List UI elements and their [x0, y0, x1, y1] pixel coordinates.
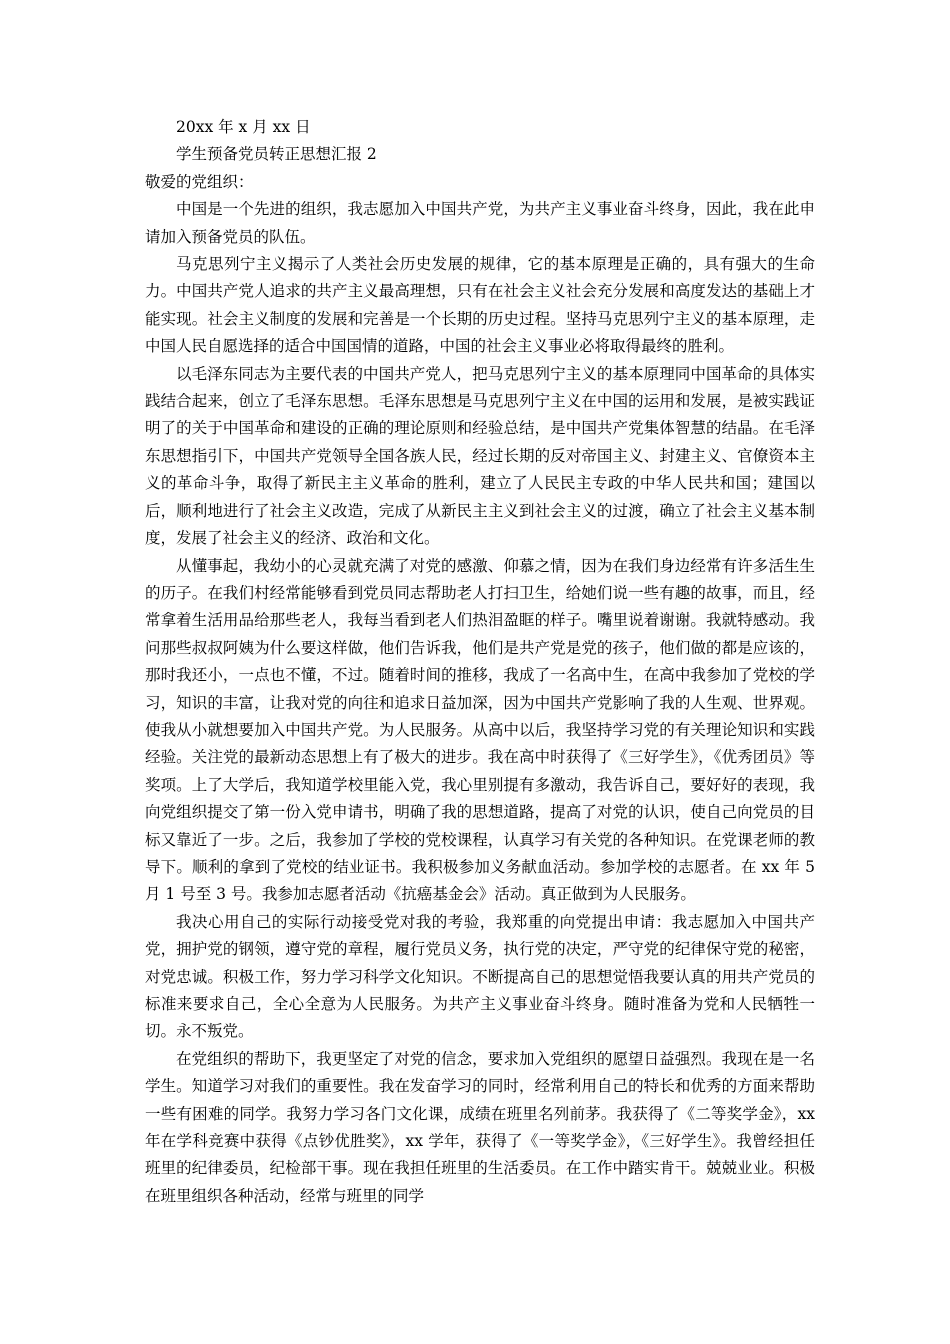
salutation: 敬爱的党组织：: [145, 172, 254, 191]
date-line: 20xx 年 x 月 xx 日: [176, 118, 311, 136]
paragraph-5: 我决心用自己的实际行动接受党对我的考验，我郑重的向党提出申请：我志愿加入中国共产党，拥护党的钢领，遵守党的章程，履行党员义务，执行党的决定，严守党的纪律保守党的秘密，对党忠诚。积极工作，努力学习科学文化知识。不断提高自己的思想觉悟我要认真的用共产党员的标准来要求自己，全心全意为人民服务。为共产主义事业奋斗终身。随时准备为党和人民牺牲一切。永不叛党。: [145, 912, 815, 1041]
paragraph-1: 中国是一个先进的组织，我志愿加入中国共产党，为共产主义事业奋斗终身，因此，我在此申请加入预备党员的队伍。: [145, 200, 815, 246]
paragraph-4: 从懂事起，我幼小的心灵就充满了对党的感激、仰慕之情，因为在我们身边经常有许多活生生的历子。在我们村经常能够看到党员同志帮助老人打扫卫生，给她们说一些有趣的故事，而且，经常拿着生活用品给那些老人，我每当看到老人们热泪盈眶的样子。嘴里说着谢谢。我就特感动。我问那些叔叔阿姨为什么要这样做，他们告诉我，他们是共产党是党的孩子，他们做的都是应该的，那时我还小，一点也不懂，不过。随着时间的推移，我成了一名高中生，在高中我参加了党校的学习，知识的丰富，让我对党的向往和追求日益加深，因为中国共产党影响了我的人生观、世界观。使我从小就想要加入中国共产党。为人民服务。从高中以后，我坚持学习党的有关理论知识和实践经验。关注党的最新动态思想上有了极大的进步。我在高中时获得了《三好学生》，《优秀团员》等奖项。上了大学后，我知道学校里能入党，我心里别提有多激动，我告诉自己，要好好的表现，我向党组织提交了第一份入党申请书，明确了我的思想道路，提高了对党的认识，使自己向党员的目标又靠近了一步。之后，我参加了学校的党校课程，认真学习有关党的各种知识。在党课老师的教导下。顺利的拿到了党校的结业证书。我积极参加义务献血活动。参加学校的志愿者。在 xx 年 5 月 1 号至 3 号。我参加志愿者活动《抗癌基金会》活动。真正做到为人民服务。: [145, 556, 815, 904]
document-title: 学生预备党员转正思想汇报 2: [176, 145, 377, 164]
paragraph-3: 以毛泽东同志为主要代表的中国共产党人，把马克思列宁主义的基本原理同中国革命的具体实践结合起来，创立了毛泽东思想。毛泽东思想是马克思列宁主义在中国的运用和发展，是被实践证明了的关于中国革命和建设的正确的理论原则和经验总结，是中国共产党集体智慧的结晶。在毛泽东思想指引下，中国共产党领导全国各族人民，经过长期的反对帝国主义、封建主义、官僚资本主义的革命斗争，取得了新民主主义革命的胜利，建立了人民民主专政的中华人民共和国；建国以后，顺利地进行了社会主义改造，完成了从新民主主义到社会主义的过渡，确立了社会主义基本制度，发展了社会主义的经济、政治和文化。: [145, 364, 815, 548]
paragraph-2: 马克思列宁主义揭示了人类社会历史发展的规律，它的基本原理是正确的，具有强大的生命力。中国共产党人追求的共产主义最高理想，只有在社会主义社会充分发展和高度发达的基础上才能实现。社会主义制度的发展和完善是一个长期的历史过程。坚持马克思列宁主义的基本原理，走中国人民自愿选择的适合中国国情的道路，中国的社会主义事业必将取得最终的胜利。: [145, 255, 815, 356]
paragraph-6: 在党组织的帮助下，我更坚定了对党的信念，要求加入党组织的愿望日益强烈。我现在是一名学生。知道学习对我们的重要性。我在发奋学习的同时，经常利用自己的特长和优秀的方面来帮助一些有困难的同学。我努力学习各门文化课，成绩在班里名列前茅。我获得了《二等奖学金》，xx 年在学科竞赛中获得《点钞优胜奖》，xx 学年，获得了《一等奖学金》，《三好学生》。我曾经担任班里的纪律委员，纪检部干事。现在我担任班里的生活委员。在工作中踏实肯干。兢兢业业。积极在班里组织各种活动，经常与班里的同学: [145, 1049, 815, 1205]
document-body: [145, 114, 815, 1210]
